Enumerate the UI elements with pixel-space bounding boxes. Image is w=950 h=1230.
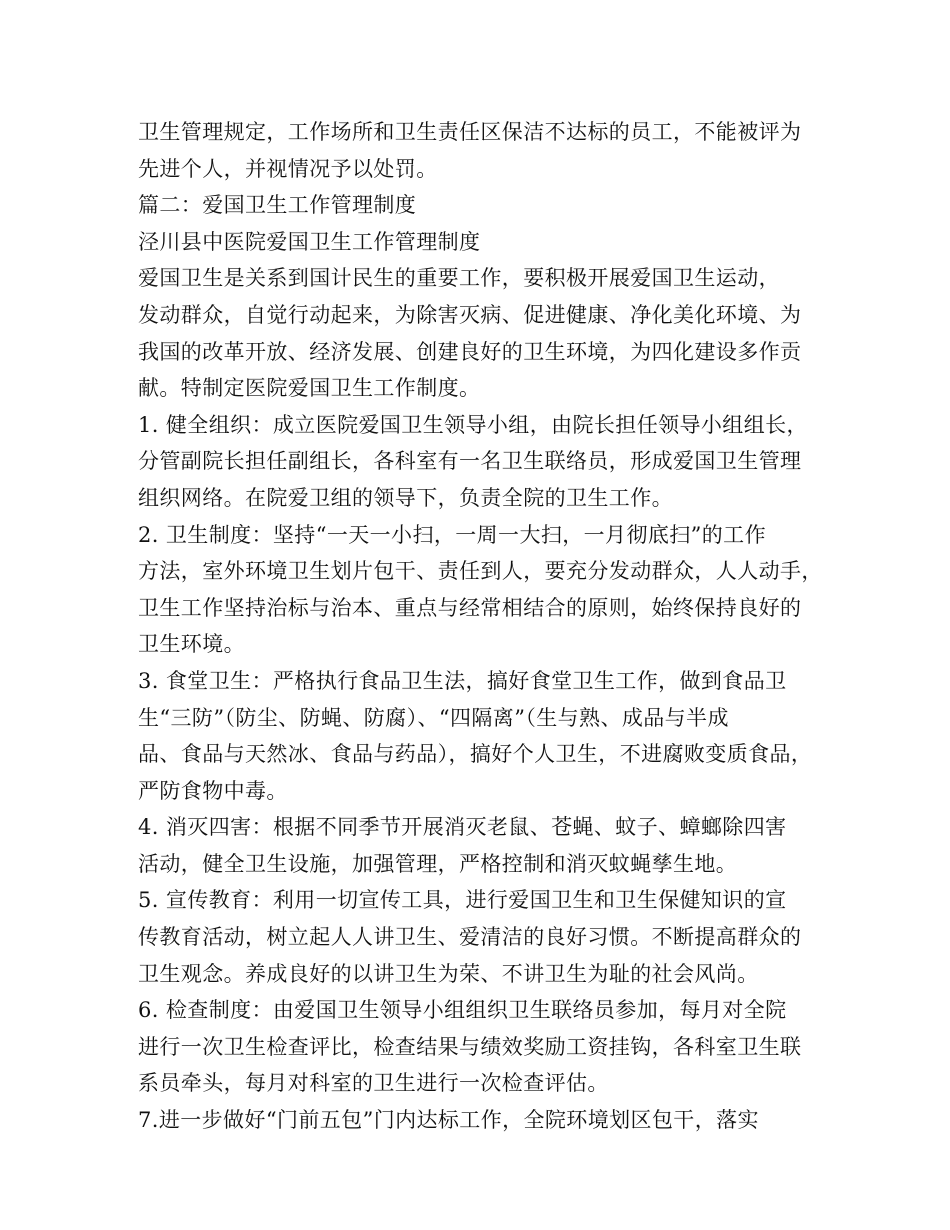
text-line: 严防食物中毒。 — [138, 778, 288, 803]
text-line: 分管副院长担任副组长，各科室有一名卫生联络员，形成爱国卫生管理 — [138, 449, 802, 474]
list-item-2: 2. 卫生制度：坚持“一天一小扫，一周一大扫，一月彻底扫”的工作 — [138, 522, 766, 547]
text-line: 系员牵头，每月对科室的卫生进行一次检查评估。 — [138, 1071, 609, 1096]
list-item-1: 1. 健全组织：成立医院爱国卫生领导小组，由院长担任领导小组组长， — [138, 412, 808, 437]
text-line: 进行一次卫生检查评比，检查结果与绩效奖励工资挂钩，各科室卫生联 — [138, 1034, 802, 1059]
list-item-6: 6. 检查制度：由爱国卫生领导小组组织卫生联络员参加，每月对全院 — [138, 998, 787, 1023]
text-line: 品、食品与天然冰、食品与药品），搞好个人卫生，不进腐败变质食品， — [138, 742, 813, 767]
text-line: 先进个人，并视情况予以处罚。 — [138, 156, 438, 181]
list-item-4: 4. 消灭四害：根据不同季节开展消灭老鼠、苍蝇、蚊子、蟑螂除四害 — [138, 815, 787, 840]
document-title: 泾川县中医院爱国卫生工作管理制度 — [138, 229, 481, 254]
text-line: 爱国卫生是关系到国计民生的重要工作，要积极开展爱国卫生运动， — [138, 266, 780, 291]
text-line: 卫生环境。 — [138, 632, 245, 657]
text-line: 献。特制定医院爱国卫生工作制度。 — [138, 376, 481, 401]
text-line: 发动群众，自觉行动起来，为除害灭病、促进健康、净化美化环境、为 — [138, 302, 802, 327]
text-line: 方法，室外环境卫生划片包干、责任到人，要充分发动群众，人人动手， — [138, 559, 823, 584]
text-line: 生“三防”（防尘、防蝇、防腐）、“四隔离”（生与熟、成品与半成 — [138, 705, 729, 730]
text-line: 组织网络。在院爱卫组的领导下，负责全院的卫生工作。 — [138, 485, 673, 510]
text-line: 我国的改革开放、经济发展、创建良好的卫生环境，为四化建设多作贡 — [138, 339, 802, 364]
text-line: 卫生工作坚持治标与治本、重点与经常相结合的原则，始终保持良好的 — [138, 595, 802, 620]
section-heading: 篇二：爱国卫生工作管理制度 — [138, 193, 417, 218]
document-body — [138, 114, 838, 1139]
text-line: 传教育活动，树立起人人讲卫生、爱清洁的良好习惯。不断提高群众的 — [138, 925, 802, 950]
text-line: 活动，健全卫生设施，加强管理，严格控制和消灭蚊蝇孳生地。 — [138, 851, 738, 876]
list-item-7: 7.进一步做好“门前五包”门内达标工作，全院环境划区包干，落实 — [138, 1108, 759, 1133]
text-line: 卫生管理规定，工作场所和卫生责任区保洁不达标的员工，不能被评为 — [138, 120, 802, 144]
list-item-3: 3. 食堂卫生：严格执行食品卫生法，搞好食堂卫生工作，做到食品卫 — [138, 668, 787, 693]
text-line: 卫生观念。养成良好的以讲卫生为荣、不讲卫生为耻的社会风尚。 — [138, 961, 759, 986]
list-item-5: 5. 宣传教育：利用一切宣传工具，进行爱国卫生和卫生保健知识的宣 — [138, 888, 787, 913]
